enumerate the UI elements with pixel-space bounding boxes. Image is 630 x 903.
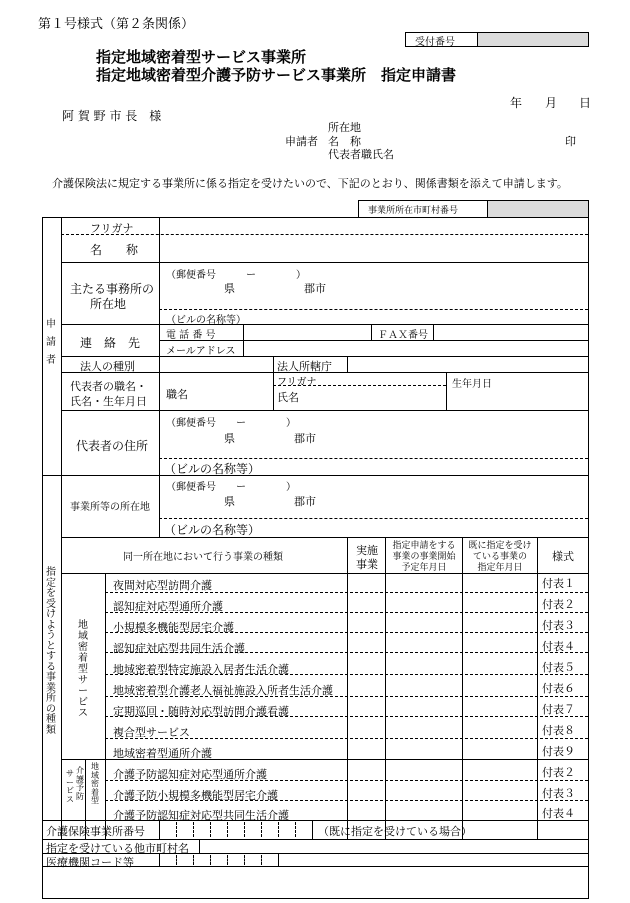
service-row-11-name: 介護予防小規模多機能型居宅介護 bbox=[113, 789, 278, 802]
service-row-2-name: 認知症対応型通所介護 bbox=[113, 600, 223, 613]
office-prefecture: 県 bbox=[224, 282, 235, 295]
service-row-4-name: 認知症対応型共同生活介護 bbox=[113, 642, 245, 655]
group-prevention-label-b: 介護予防 bbox=[76, 766, 84, 801]
col-start-3: 予定年月日 bbox=[401, 563, 447, 573]
services-section-label: 指定を受けようとする事業所の種類 bbox=[46, 567, 56, 736]
rep-name-label: 氏名 bbox=[277, 391, 299, 404]
rep-info-label-2: 氏名・生年月日 bbox=[70, 395, 147, 408]
rep-title-label: 職名 bbox=[166, 388, 188, 401]
date-day: 日 bbox=[579, 96, 592, 110]
service-row-2-form: 付表２ bbox=[542, 598, 575, 611]
office-address-label-2: 所在地 bbox=[90, 297, 127, 311]
other-cities-label: 指定を受けている他市町村名 bbox=[46, 842, 189, 855]
service-row-8-form: 付表８ bbox=[542, 724, 575, 737]
service-postal: （郵便番号 ー ） bbox=[166, 482, 296, 493]
addressee: 阿 賀 野 市 長 様 bbox=[62, 109, 162, 123]
office-postal: （郵便番号 ー ） bbox=[166, 270, 306, 281]
office-address-label-1: 主たる事務所の bbox=[70, 282, 155, 296]
col-impl-1: 実施 bbox=[356, 544, 378, 557]
corp-authority-label: 法人所轄庁 bbox=[277, 360, 332, 373]
corp-type-label: 法人の種別 bbox=[80, 360, 135, 373]
service-row-5-name: 地域密着型特定施設入居者生活介護 bbox=[113, 663, 289, 676]
service-building: （ビルの名称等） bbox=[164, 523, 261, 537]
service-row-12-form: 付表４ bbox=[542, 807, 575, 820]
service-row-9-form: 付表９ bbox=[542, 745, 575, 758]
seal-mark: 印 bbox=[565, 135, 576, 148]
date-year: 年 bbox=[510, 96, 523, 110]
receipt-number-label: 受付番号 bbox=[415, 37, 455, 48]
corp-name-label: 名 称 bbox=[90, 243, 139, 257]
service-prefecture: 県 bbox=[224, 495, 235, 508]
representative-label: 代表者職氏名 bbox=[328, 148, 394, 161]
service-row-6-name: 地域密着型介護老人福祉施設入所者生活介護 bbox=[113, 684, 333, 697]
municipality-number-label: 事業所所在市町村番号 bbox=[368, 206, 459, 216]
rep-furigana-label: フリガナ bbox=[277, 377, 317, 388]
col-existing-2: ている事業の bbox=[472, 552, 527, 562]
service-row-12-name: 介護予防認知症対応型共同生活介護 bbox=[113, 809, 289, 822]
service-row-9-name: 地域密着型通所介護 bbox=[113, 747, 212, 760]
col-impl-2: 事業 bbox=[356, 558, 378, 571]
service-row-10-name: 介護予防認知症対応型通所介護 bbox=[113, 768, 267, 781]
service-row-1-name: 夜間対応型訪問介護 bbox=[113, 579, 212, 592]
service-row-7-name: 定期巡回・随時対応型訪問介護看護 bbox=[113, 705, 289, 718]
rep-prefecture: 県 bbox=[224, 432, 235, 445]
applicant-address-label: 所在地 bbox=[328, 121, 361, 134]
service-row-5-form: 付表５ bbox=[542, 661, 575, 674]
applicant-section-label: 申請者 bbox=[46, 319, 56, 366]
service-row-7-form: 付表７ bbox=[542, 703, 575, 716]
applicant-name-label: 名 称 bbox=[328, 135, 361, 148]
service-row-6-form: 付表６ bbox=[542, 682, 575, 695]
office-building: （ビルの名称等） bbox=[166, 315, 246, 326]
rep-info-label-1: 代表者の職名・ bbox=[70, 380, 147, 393]
service-row-10-form: 付表２ bbox=[542, 766, 575, 779]
title-line-2: 指定地域密着型介護予防サービス事業所 指定申請書 bbox=[96, 66, 457, 84]
service-row-8-name: 複合型サービス bbox=[113, 726, 190, 739]
service-city: 郡市 bbox=[294, 495, 316, 508]
col-start-1: 指定申請をする bbox=[392, 541, 456, 551]
rep-building: （ビルの名称等） bbox=[164, 462, 261, 476]
rep-address-label: 代表者の住所 bbox=[76, 439, 149, 453]
service-row-4-form: 付表４ bbox=[542, 640, 575, 653]
group-community-label: 地域密着型サービス bbox=[78, 620, 88, 719]
applicant-label: 申請者 bbox=[285, 135, 318, 148]
service-row-11-form: 付表３ bbox=[542, 787, 575, 800]
insurance-number-note: （既に指定を受けている場合） bbox=[318, 825, 472, 838]
office-location-label: 事業所等の所在地 bbox=[70, 502, 150, 513]
rep-birth-label: 生年月日 bbox=[452, 379, 492, 390]
form-number: 第１号様式（第２条関係） bbox=[38, 17, 195, 32]
col-form: 様式 bbox=[552, 550, 574, 563]
date-month: 月 bbox=[545, 96, 558, 110]
insurance-number-label: 介護保険事業所番号 bbox=[46, 825, 145, 838]
rep-city: 郡市 bbox=[294, 432, 316, 445]
intro-text: 介護保険法に規定する事業所に係る指定を受けたいので、下記のとおり、関係書類を添えて申請します。 bbox=[52, 177, 568, 190]
phone-label: 電 話 番 号 bbox=[166, 330, 216, 341]
furigana-label: フリガナ bbox=[90, 222, 134, 235]
fax-label: ＦＡＸ番号 bbox=[378, 330, 428, 341]
rep-postal: （郵便番号 ー ） bbox=[166, 418, 296, 429]
email-label: メールアドレス bbox=[166, 346, 236, 357]
group-prevention-label-c: サービス bbox=[66, 769, 74, 804]
col-start-2: 事業の事業開始 bbox=[392, 552, 456, 562]
medical-code-label: 医療機関コード等 bbox=[46, 856, 134, 869]
title-line-1: 指定地域密着型サービス事業所 bbox=[96, 48, 307, 66]
col-service-type: 同一所在地において行う事業の種類 bbox=[123, 552, 283, 563]
contact-label: 連 絡 先 bbox=[80, 336, 141, 350]
service-row-1-form: 付表１ bbox=[542, 577, 575, 590]
service-row-3-name: 小規模多機能型居宅介護 bbox=[113, 621, 234, 634]
col-existing-3: 指定年月日 bbox=[477, 563, 523, 573]
service-row-3-form: 付表３ bbox=[542, 619, 575, 632]
office-city: 郡市 bbox=[304, 282, 326, 295]
col-existing-1: 既に指定を受け bbox=[468, 541, 532, 551]
group-prevention-label-a: 地域密着型 bbox=[91, 762, 99, 805]
